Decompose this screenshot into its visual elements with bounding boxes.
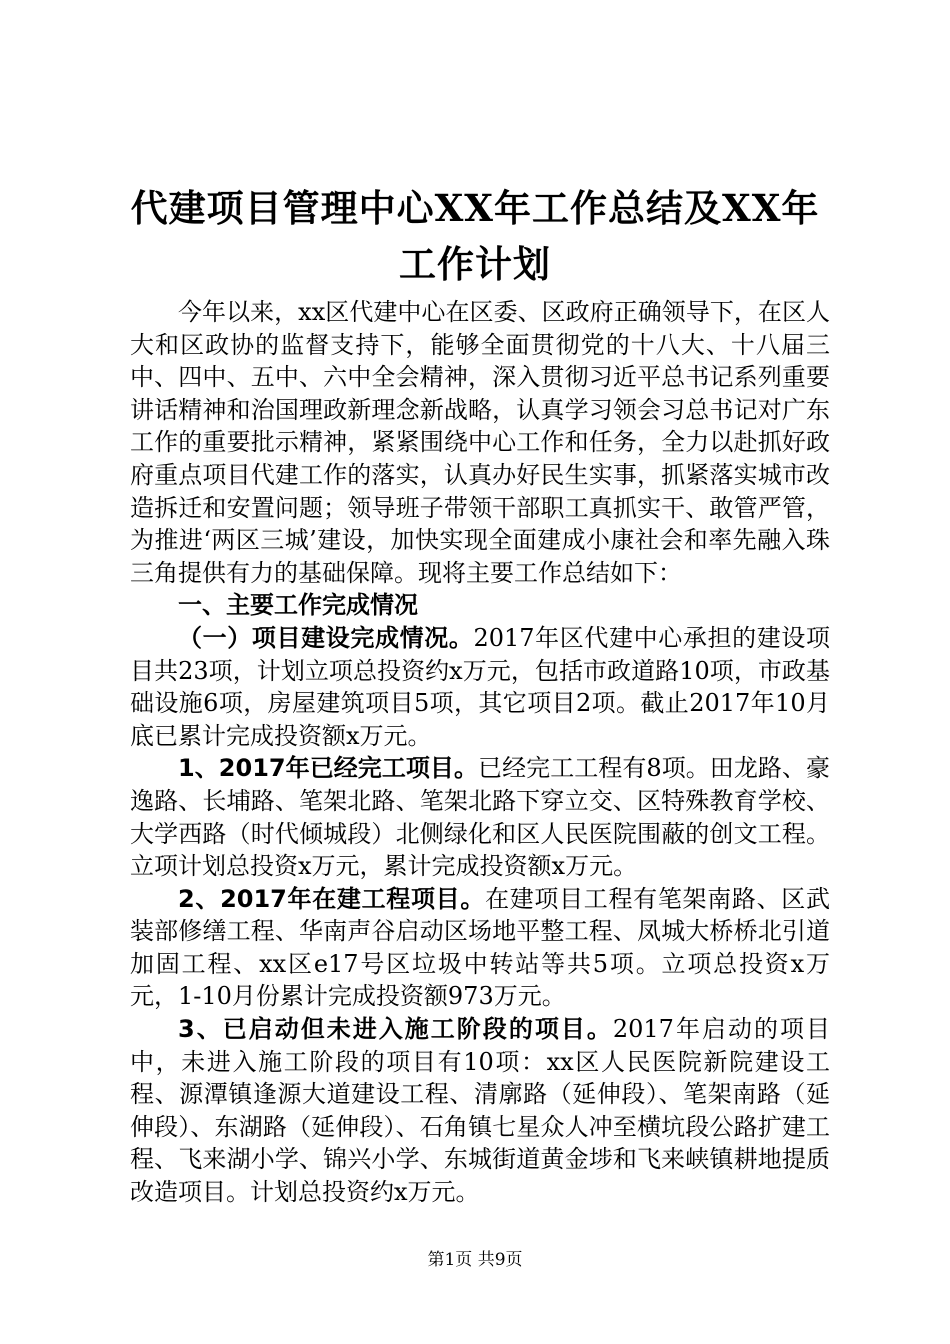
document-title: 代建项目管理中心XX年工作总结及XX年工作计划 [130,186,820,286]
document-body [130,296,830,1209]
subsection-lead: （一）项目建设完成情况。 [178,623,474,652]
page-number-footer: 第1页 共9页 [427,1250,523,1270]
item-paragraph-3 [130,1013,830,1209]
item-lead-1: 1、2017年已经完工项目。 [178,754,479,783]
item-text-2: 在建项目工程有笔架南路、区武装部修缮工程、华南声谷启动区场地平整工程、凤城大桥桥北引道加固工程、xx区e17号区垃圾中转站等共5项。立项总投资x万元，1-10月份累计完成投资额973万元。 [130,884,830,1011]
section-heading: 一、主要工作完成情况 [178,591,418,620]
item-lead-3: 3、已启动但未进入施工阶段的项目。 [178,1015,613,1044]
item-paragraph-2 [130,883,830,1013]
item-text-1: 已经完工工程有8项。田龙路、豪逸路、长埔路、笔架北路、笔架北路下穿立交、区特殊教育学校、大学西路（时代倾城段）北侧绿化和区人民医院围蔽的创文工程。立项计划总投资x万元，累计完成投资额x万元。 [130,754,830,881]
subsection-text: 2017年区代建中心承担的建设项目共23项，计划立项总投资约x万元，包括市政道路10项，市政基础设施6项，房屋建筑项目5项，其它项目2项。截止2017年10月底已累计完成投资额x万元。 [130,623,831,750]
intro-paragraph: 今年以来，xx区代建中心在区委、区政府正确领导下，在区人大和区政协的监督支持下，能够全面贯彻党的十八大、十八届三中、四中、五中、六中全会精神，深入贯彻习近平总书记系列重要讲话精神和治国理政新理念新战略，认真学习领会习总书记对广东工作的重要批示精神，紧紧围绕中心工作和任务，全力以赴抓好政府重点项目代建工作的落实，认真办好民生实事，抓紧落实城市改造拆迁和安置问题；领导班子带领干部职工真抓实干、敢管严管，为推进‘两区三城’建设，加快实现全面建成小康社会和率先融入珠三角提供有力的基础保障。现将主要工作总结如下： [130,298,830,587]
subsection-paragraph [130,622,830,752]
item-paragraph-1 [130,752,830,882]
item-lead-2: 2、2017年在建工程项目。 [178,884,486,913]
item-text-3: 2017年启动的项目中，未进入施工阶段的项目有10项：xx区人民医院新院建设工程、源潭镇逢源大道建设工程、清廓路（延伸段）、笔架南路（延伸段）、东湖路（延伸段）、石角镇七星众人冲至横坑段公路扩建工程、飞来湖小学、锦兴小学、东城街道黄金埗和飞来峡镇耕地提质改造项目。计划总投资约x万元。 [130,1015,831,1207]
